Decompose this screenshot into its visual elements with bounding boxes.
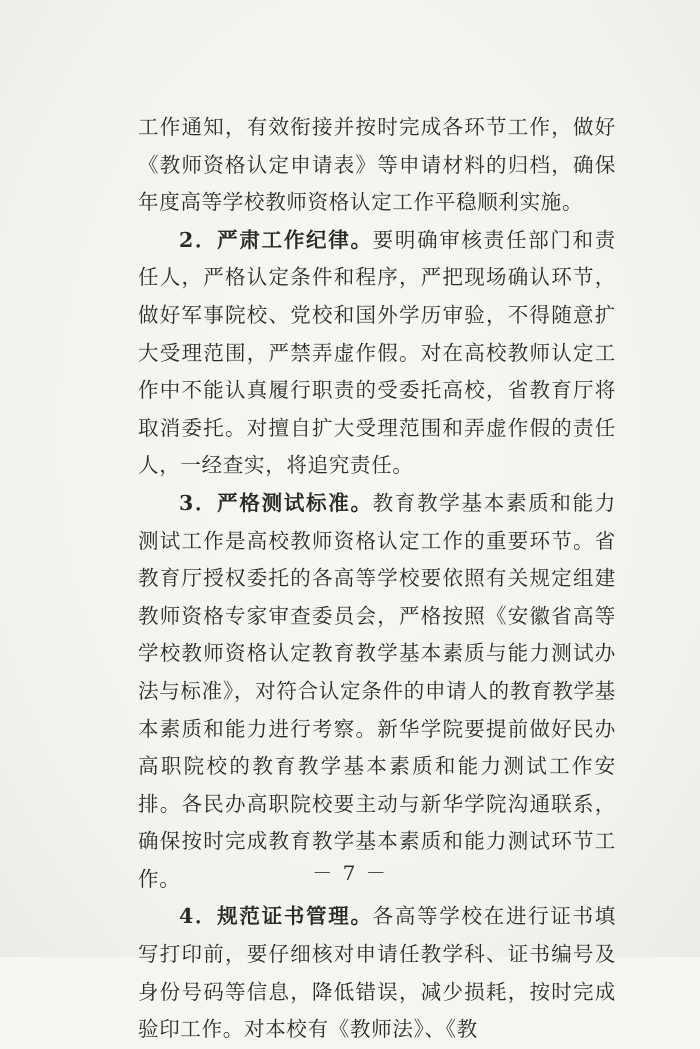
paragraph-heading: 2．严肃工作纪律。 — [179, 227, 373, 252]
paragraph-heading: 3．严格测试标准。 — [179, 490, 373, 515]
paragraph-test-standards — [138, 485, 616, 899]
paragraph-certificate-management — [138, 898, 616, 1048]
paragraph-heading: 4．规范证书管理。 — [179, 904, 373, 929]
page-number: － 7 － — [312, 861, 388, 885]
paragraph-continuation — [138, 109, 616, 222]
paragraph-text: 各高等学校在进行证书填写打印前，要仔细核对申请任教学科、证书编号及身份号码等信息，降低错误，减少损耗，按时完成验印工作。对本校有《教师法》、《教 — [138, 904, 616, 1042]
paragraph-text: 教育教学基本素质和能力测试工作是高校教师资格认定工作的重要环节。省教育厅授权委托的各高等学校要依照有关规定组建教师资格专家审查委员会，严格按照《安徽省高等学校教师资格认定教育教学基本素质与能力测试办法与标准》，对符合认定条件的申请人的教育教学基本素质和能力进行考察。新华学院要提前做好民办高职院校的教育教学基本素质和能力测试工作安排。各民办高职院校要主动与新华学院沟通联系，确保按时完成教育教学基本素质和能力测试环节工作。 — [138, 490, 616, 891]
paragraph-text: 要明确审核责任部门和责任人，严格认定条件和程序，严把现场确认环节，做好军事院校、党校和国外学历审验，不得随意扩大受理范围，严禁弄虚作假。对在高校教师认定工作中不能认真履行职责的受委托高校，省教育厅将取消委托。对擅自扩大受理范围和弄虚作假的责任人，一经查实，将追究责任。 — [138, 227, 616, 478]
paragraph-text: 工作通知，有效衔接并按时完成各环节工作，做好《教师资格认定申请表》等申请材料的归档，确保年度高等学校教师资格认定工作平稳顺利实施。 — [138, 115, 616, 215]
paragraph-work-discipline — [138, 222, 616, 485]
document-body — [138, 109, 616, 1049]
